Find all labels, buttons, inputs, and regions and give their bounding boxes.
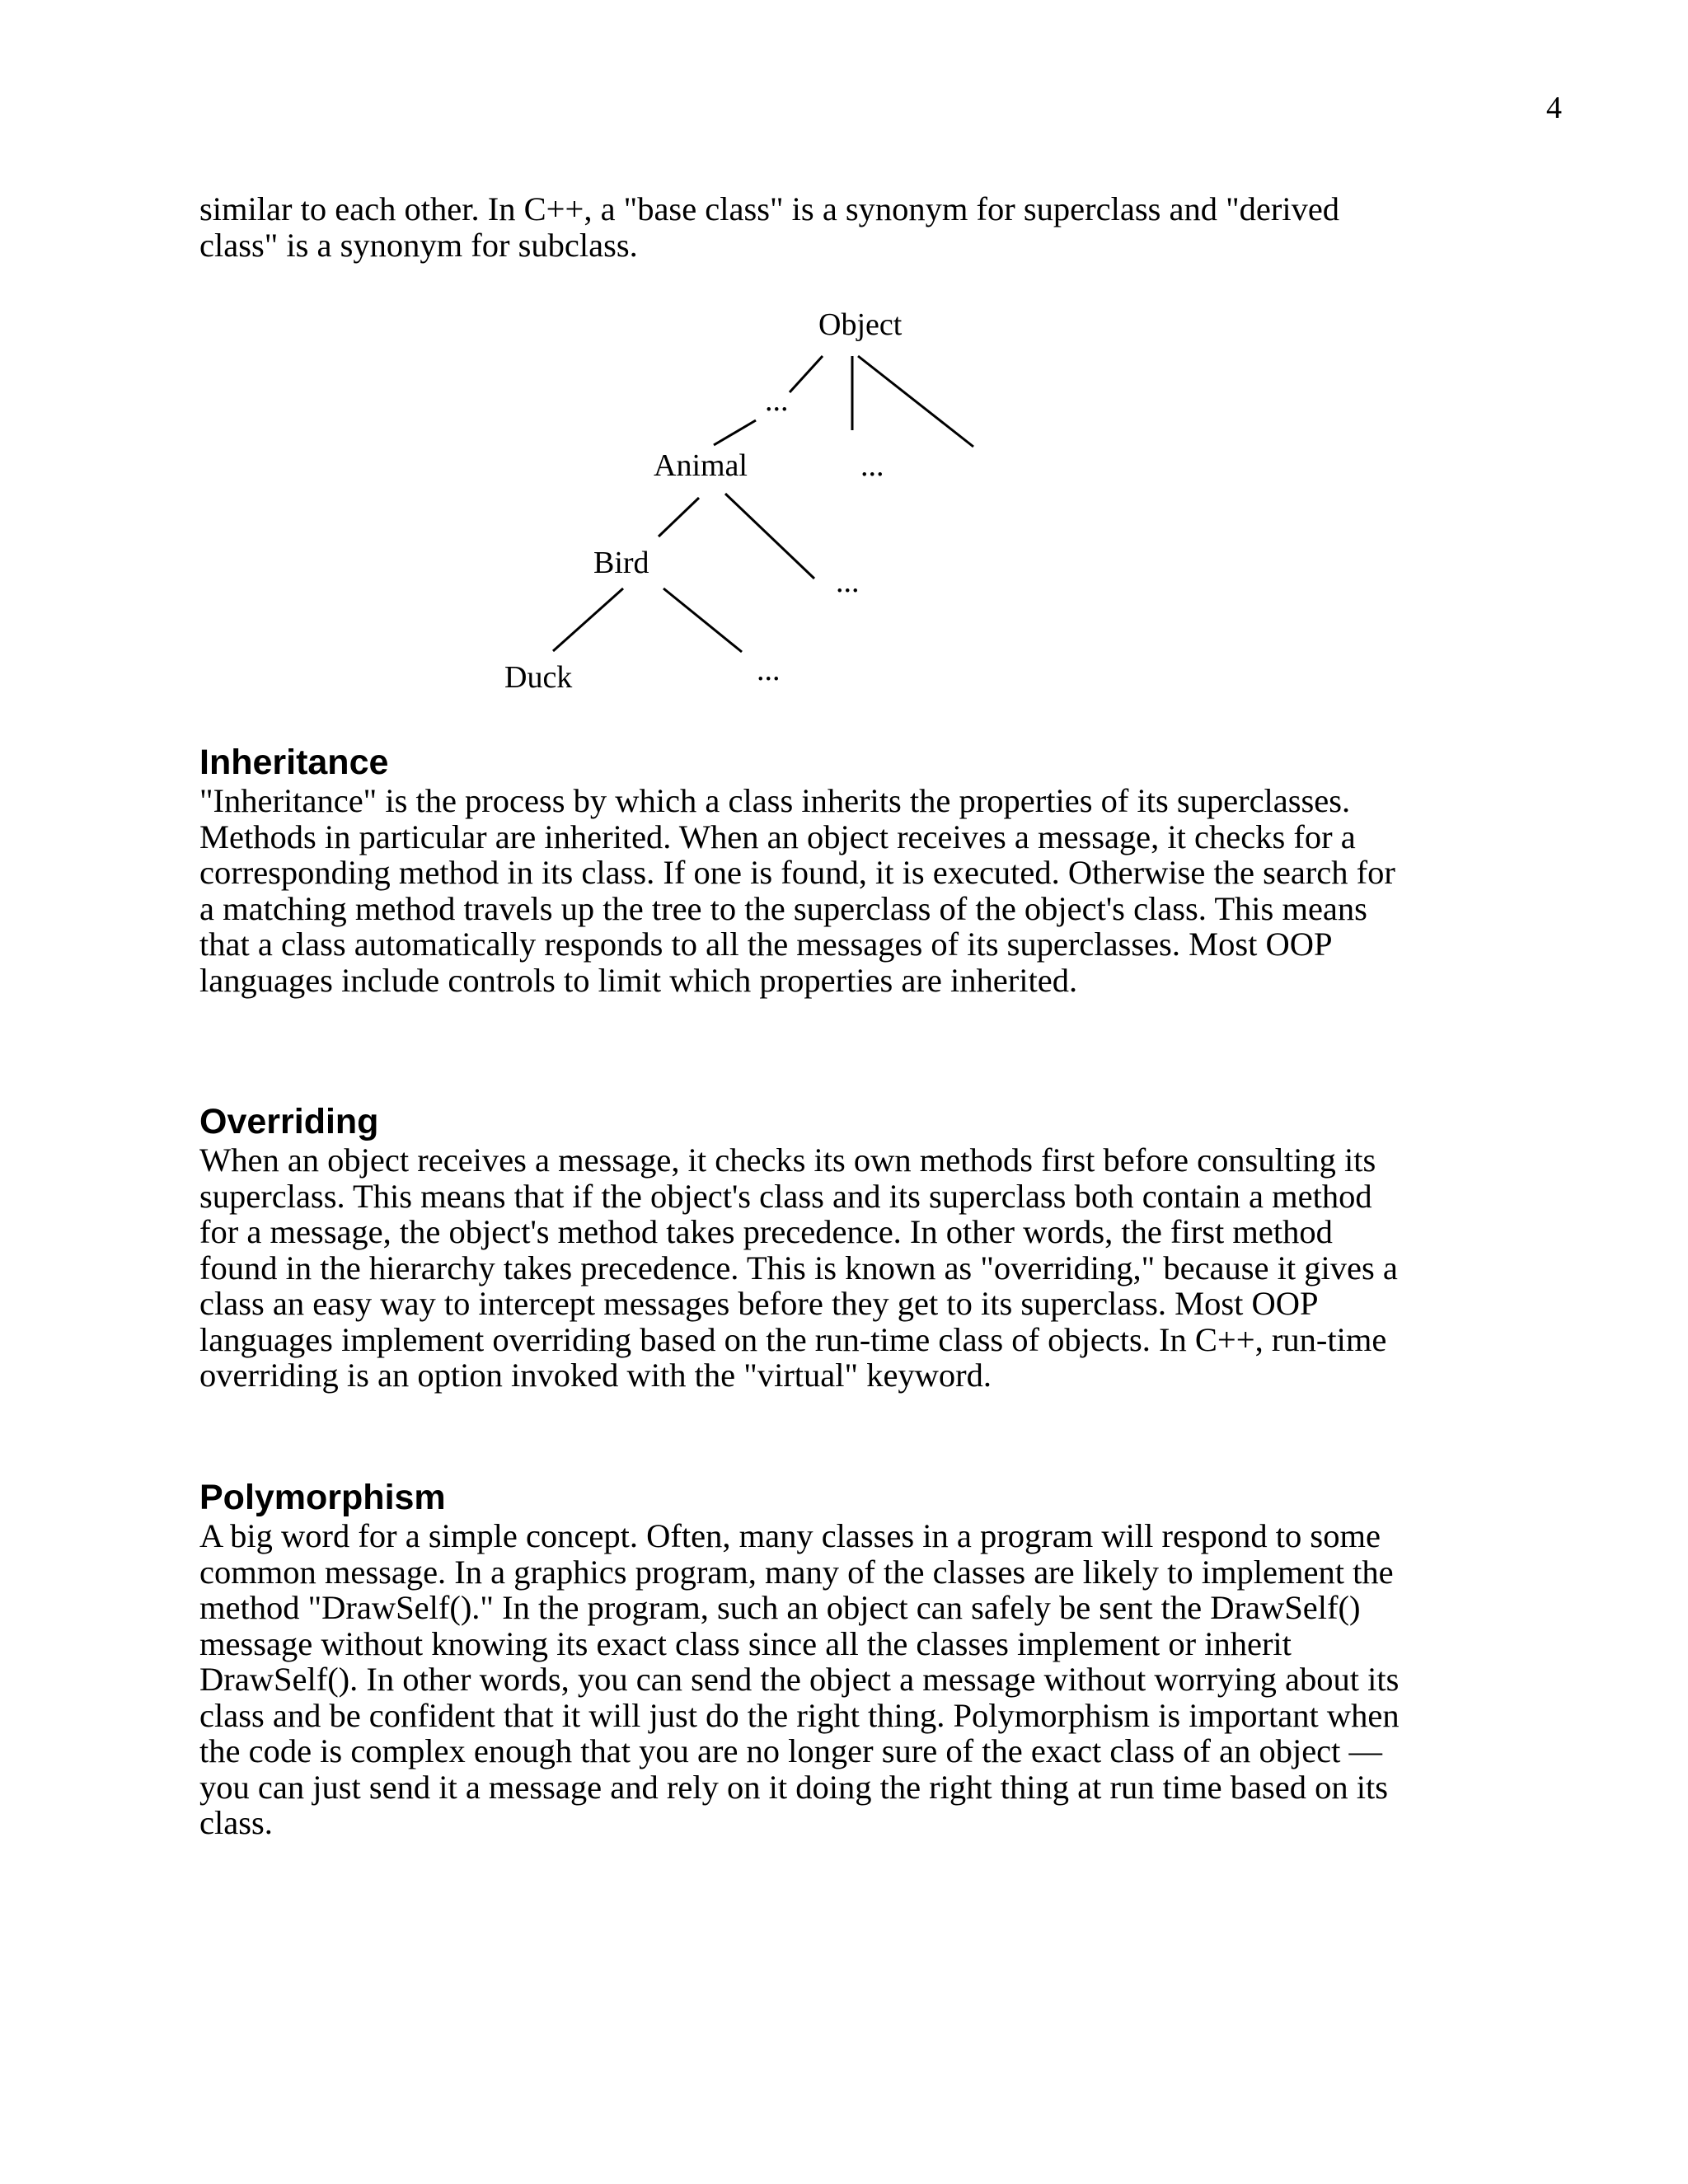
section-polymorphism [199,1477,1411,1841]
edge-bird-duck [553,588,623,651]
section-body-polymorphism: A big word for a simple concept. Often, many classes in a program will respond to some common message. In a graphics program, many of the classes are likely to implement the method "DrawSelf()." In the program, such an object can safely be sent the DrawSelf() message without knowing its exact class since all the classes implement or inherit DrawSelf(). In other words, you can send the object a message without worrying about its class and be confident that it will just do the right thing. Polymorphism is important when the code is complex enough that you are no longer sure of the exact class of an object — you can just send it a message and rely on it doing the right thing at run time based on its class. [199,1517,1400,1841]
edge-animal-bird [659,498,699,537]
node-object-middle-ellipsis: ... [860,448,884,483]
node-bird-right-ellipsis: ... [757,653,781,687]
node-object: Object [818,307,903,342]
section-body-inheritance: "Inheritance" is the process by which a class inherits the properties of its superclasses. Methods in particular are inherited. When an object receives a message, it checks for a corresponding method in its class. If one is found, it is executed. Otherwise the search for a matching method travels up the tree to the superclass of the object's class. This means that a class automatically responds to all the messages of its superclasses. Most OOP languages include controls to limit which properties are inherited. [199,782,1395,999]
node-bird: Bird [593,546,649,580]
node-animal: Animal [654,448,748,483]
class-hierarchy-diagram [0,0,1688,742]
section-heading-polymorphism: Polymorphism [199,1478,446,1517]
edge-bird-right [663,588,742,652]
section-inheritance [199,742,1411,998]
node-duck: Duck [504,660,573,695]
section-heading-inheritance: Inheritance [199,743,389,782]
node-object-left-ellipsis: ... [765,383,789,418]
node-animal-right-ellipsis: ... [836,565,860,599]
page-number: 4 [1546,91,1562,125]
intro-paragraph: similar to each other. In C++, a "base class" is a synonym for superclass and "derived class" is a synonym for subclass. [199,190,1340,264]
section-overriding [199,1101,1411,1394]
edge-object-left-upper [790,356,823,392]
edge-object-left-lower [714,420,756,445]
edge-animal-right [725,494,814,579]
edge-object-right [858,356,973,447]
section-body-overriding: When an object receives a message, it checks its own methods first before consulting its superclass. This means that if the object's class and its superclass both contain a method for a message, the object's method takes precedence. In other words, the first method found in the hierarchy takes precedence. This is known as "overriding," because it gives a class an easy way to intercept messages before they get to its superclass. Most OOP languages implement overriding based on the run-time class of objects. In C++, run-time overriding is an option invoked with the "virtual" keyword. [199,1141,1398,1394]
section-heading-overriding: Overriding [199,1102,379,1141]
